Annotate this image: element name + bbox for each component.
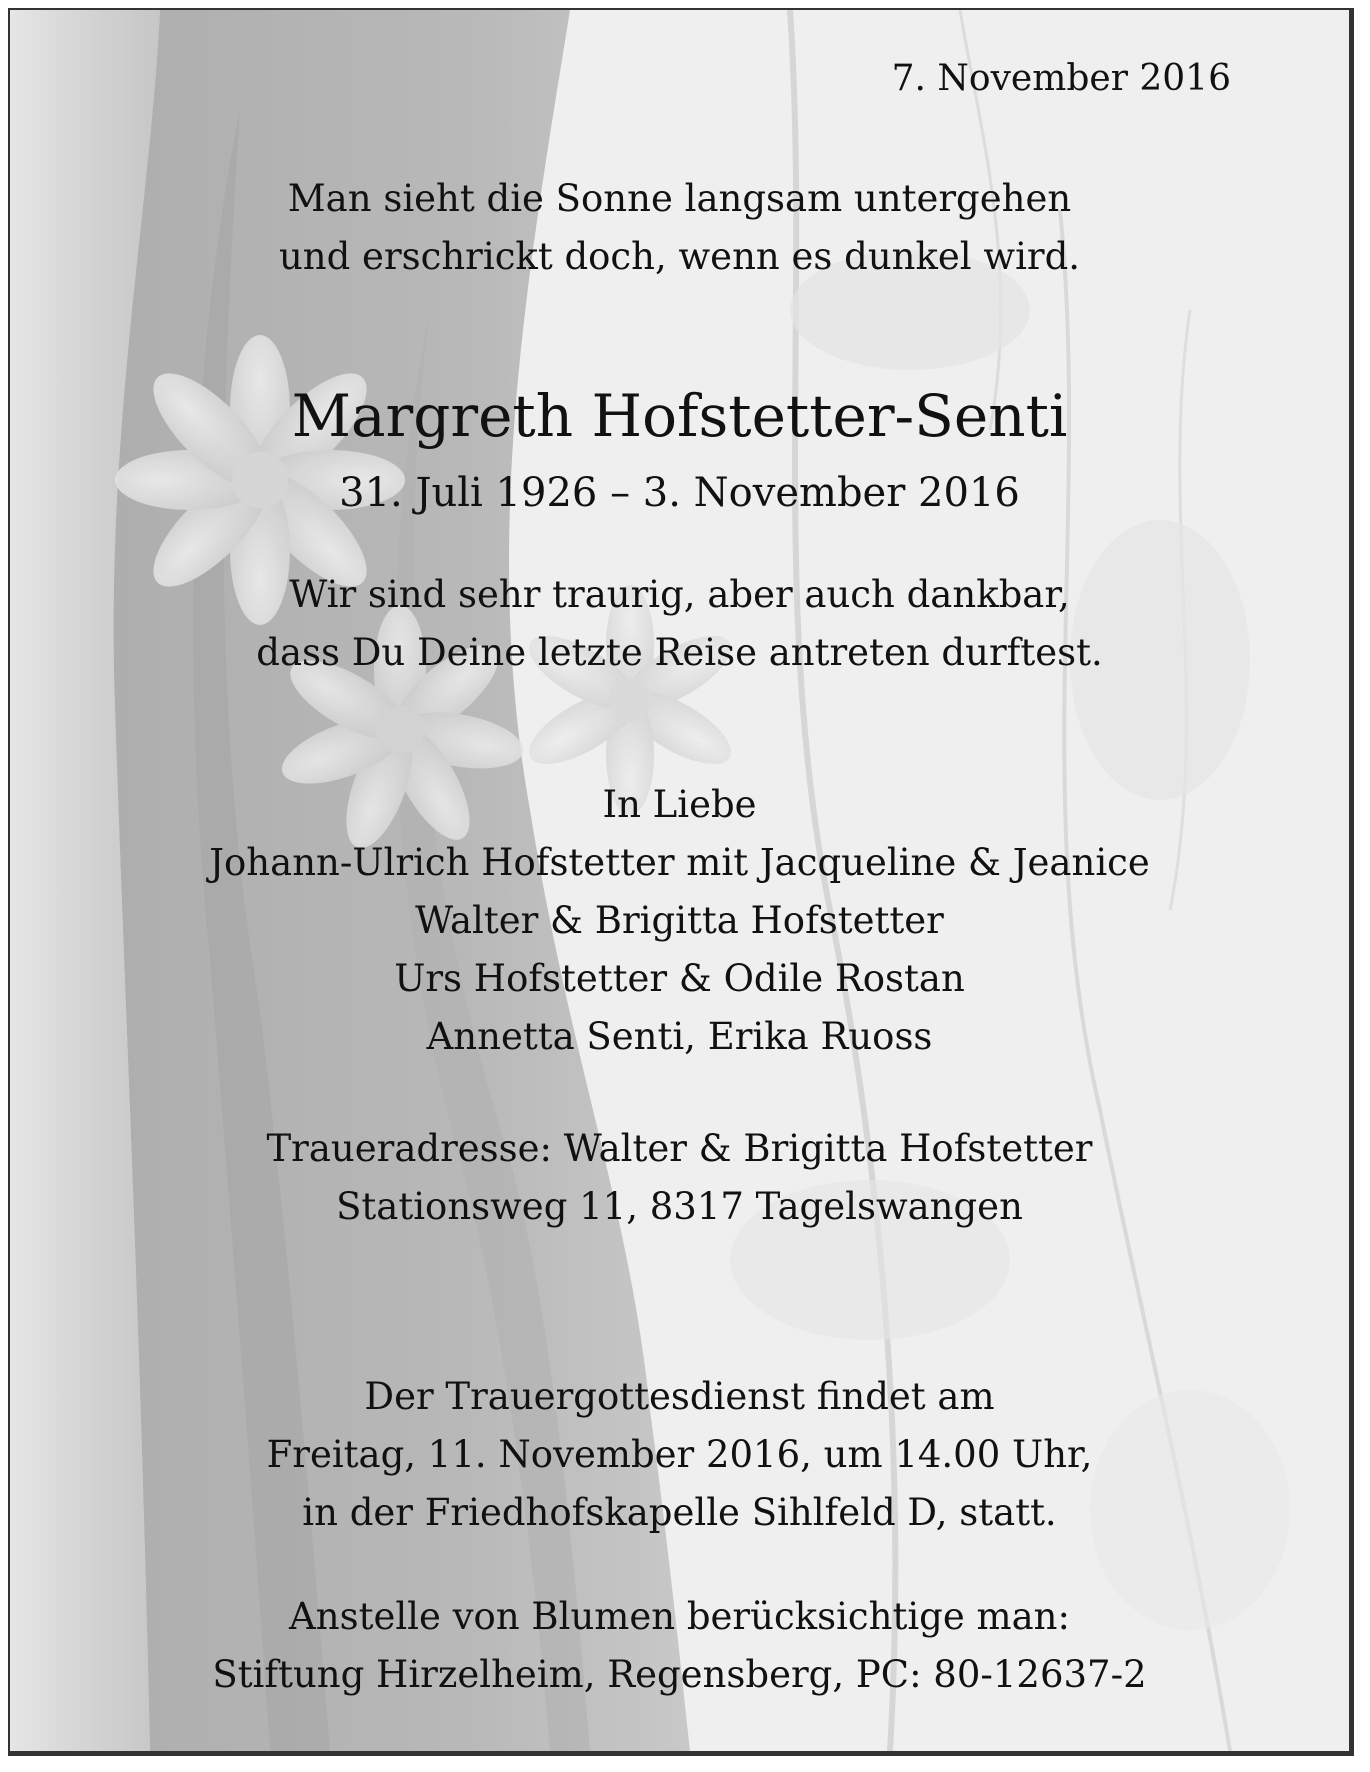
- mourner-name: Johann-Ulrich Hofstetter mit Jacqueline & Jeanice: [209, 841, 1150, 884]
- message-line-2: dass Du Deine letzte Reise antreten durftest.: [256, 631, 1103, 674]
- obituary-notice: [8, 8, 1354, 1756]
- mourners-intro: In Liebe: [602, 783, 757, 826]
- donation-line-1: Anstelle von Blumen berücksichtige man:: [289, 1595, 1070, 1638]
- publication-date: 7. November 2016: [891, 58, 1231, 99]
- mourning-address: [10, 1120, 1349, 1236]
- funeral-service-info: [10, 1368, 1349, 1542]
- deceased-name: Margreth Hofstetter-Senti: [291, 382, 1068, 450]
- deceased-dates: 31. Juli 1926 – 3. November 2016: [339, 470, 1020, 516]
- service-line-1: Der Trauergottesdienst findet am: [364, 1375, 995, 1418]
- donation-line-2: Stiftung Hirzelheim, Regensberg, PC: 80-12637-2: [212, 1653, 1147, 1696]
- message-line-1: Wir sind sehr traurig, aber auch dankbar,: [289, 573, 1070, 616]
- service-line-3: in der Friedhofskapelle Sihlfeld D, statt.: [302, 1491, 1057, 1534]
- address-line-2: Stationsweg 11, 8317 Tagelswangen: [336, 1185, 1023, 1228]
- mourner-name: Annetta Senti, Erika Ruoss: [426, 1015, 933, 1058]
- mourner-name: Walter & Brigitta Hofstetter: [415, 899, 944, 942]
- verse-line-1: Man sieht die Sonne langsam untergehen: [287, 177, 1072, 220]
- farewell-message: [10, 566, 1349, 682]
- verse-line-2: und erschrickt doch, wenn es dunkel wird.: [278, 235, 1081, 278]
- donation-info: [10, 1588, 1349, 1704]
- verse: [10, 170, 1349, 286]
- mourner-name: Urs Hofstetter & Odile Rostan: [394, 957, 965, 1000]
- service-line-2: Freitag, 11. November 2016, um 14.00 Uhr,: [266, 1433, 1093, 1476]
- address-line-1: Traueradresse: Walter & Brigitta Hofstetter: [266, 1127, 1093, 1170]
- mourners-list: [10, 776, 1349, 1066]
